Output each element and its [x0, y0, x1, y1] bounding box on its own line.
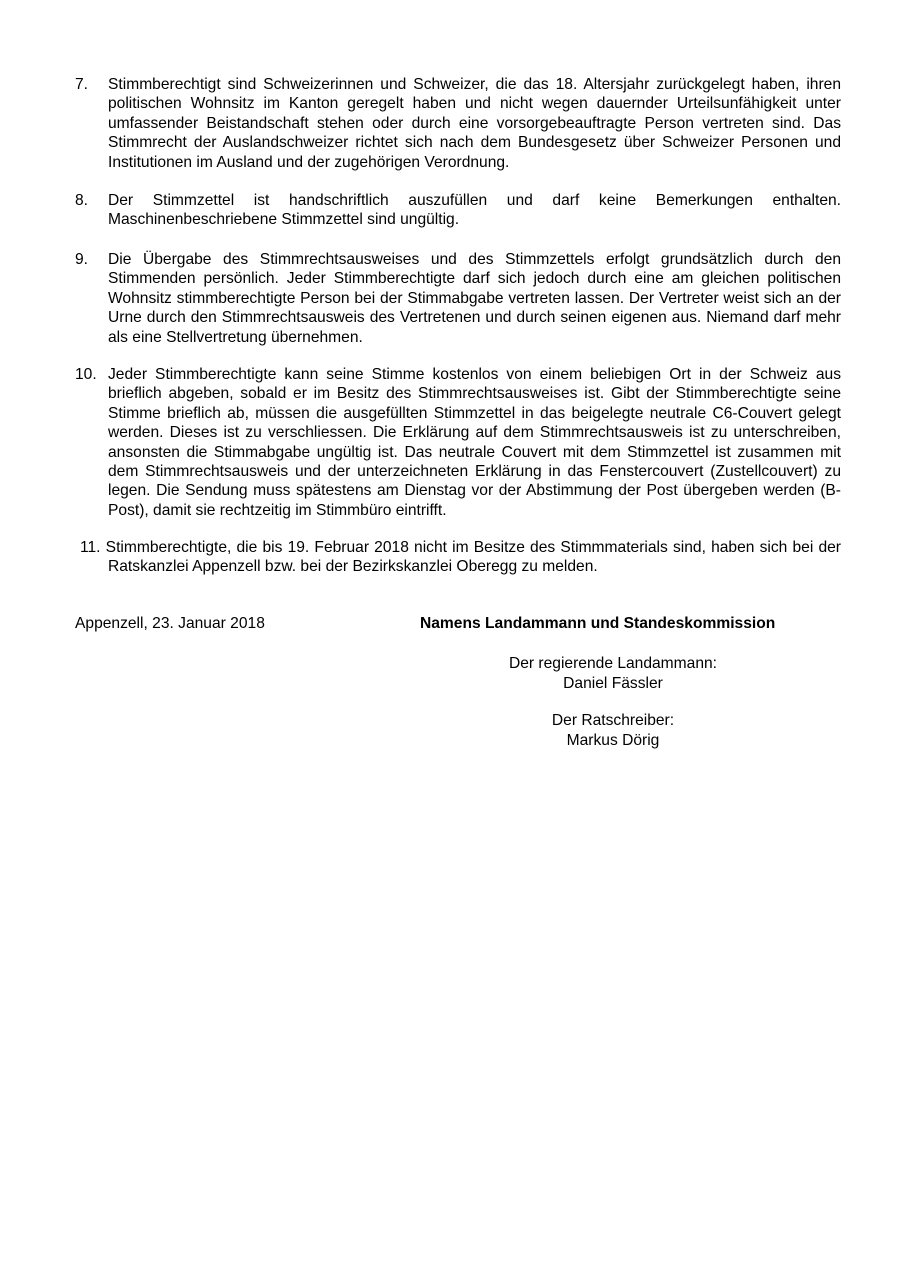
closing-line: Namens Landammann und Standeskommission	[420, 615, 776, 632]
list-item-11	[75, 538, 841, 577]
item-text: 11. Stimmberechtigte, die bis 19. Februar 2018 nicht im Besitze des Stimmmaterials sind, haben sich bei der Ratskanzlei Appenzell bzw. bei der Bezirkskanzlei Oberegg zu melden.	[80, 539, 841, 576]
signatory-role: Der Ratschreiber:	[551, 712, 675, 729]
signatory-name: Markus Dörig	[566, 731, 660, 749]
item-text: Der Stimmzettel ist handschriftlich auszufüllen und darf keine Bemerkungen enthalten. Maschinenbeschriebene Stimmzettel sind ungültig.	[108, 192, 841, 229]
signature-block-landammann	[482, 654, 744, 693]
item-number: 9.	[75, 251, 89, 268]
list-item-9	[75, 250, 841, 347]
list-item-7	[75, 75, 841, 172]
item-text: Die Übergabe des Stimmrechtsausweises und des Stimmzettels erfolgt grundsätzlich durch den Stimmenden persönlich. Jeder Stimmberechtigte darf sich jedoch durch eine am gleichen politischen Wohnsitz stimmberechtigte Person bei der Stimmabgabe vertreten lassen. Der Vertreter weist sich an der Urne durch den Stimmrechtsausweis des Vertretenen und durch seinen eigenen aus. Niemand darf mehr als eine Stellvertretung übernehmen.	[108, 251, 841, 346]
signatory-name: Daniel Fässler	[563, 674, 663, 692]
signature-block-ratschreiber	[482, 711, 744, 750]
item-number: 10.	[75, 366, 97, 383]
list-item-8	[75, 191, 841, 230]
item-number: 8.	[75, 192, 89, 209]
signatory-role: Der regierende Landammann:	[508, 655, 718, 672]
item-text: Jeder Stimmberechtigte kann seine Stimme kostenlos von einem beliebigen Ort in der Schweiz aus brieflich abgeben, sobald er im Besitz des Stimmrechtsausweises ist. Gibt der Stimmberechtigte seine Stimme brieflich ab, müssen die ausgefüllten Stimmzettel in das beigelegte neutrale C6-Couvert gelegt werden. Dieses ist zu verschliessen. Die Erklärung auf dem Stimmrechtsausweis ist zu unterschreiben, ansonsten die Stimmabgabe ungültig ist. Das neutrale Couvert mit dem Stimmzettel ist zusammen mit dem Stimmrechtsausweis und der unterzeichneten Erklärung in das Fenstercouvert (Zustellcouvert) zu legen. Die Sendung muss spätestens am Dienstag vor der Abstimmung der Post übergeben werden (B-Post), damit sie rechtzeitig im Stimmbüro eintrifft.	[108, 366, 841, 519]
place-and-date: Appenzell, 23. Januar 2018	[75, 615, 265, 632]
list-item-10	[75, 365, 841, 520]
item-text: Stimmberechtigt sind Schweizerinnen und Schweizer, die das 18. Altersjahr zurückgelegt haben, ihren politischen Wohnsitz im Kanton geregelt haben und nicht wegen dauernder Urteilsunfähigkeit unter umfassender Beistandschaft stehen oder durch eine vorsorgebeauftragte Person vertreten sind. Das Stimmrecht der Auslandschweizer richtet sich nach dem Bundesgesetz über Schweizer Personen und Institutionen im Ausland und der zugehörigen Verordnung.	[108, 76, 841, 171]
item-number: 7.	[75, 76, 89, 93]
